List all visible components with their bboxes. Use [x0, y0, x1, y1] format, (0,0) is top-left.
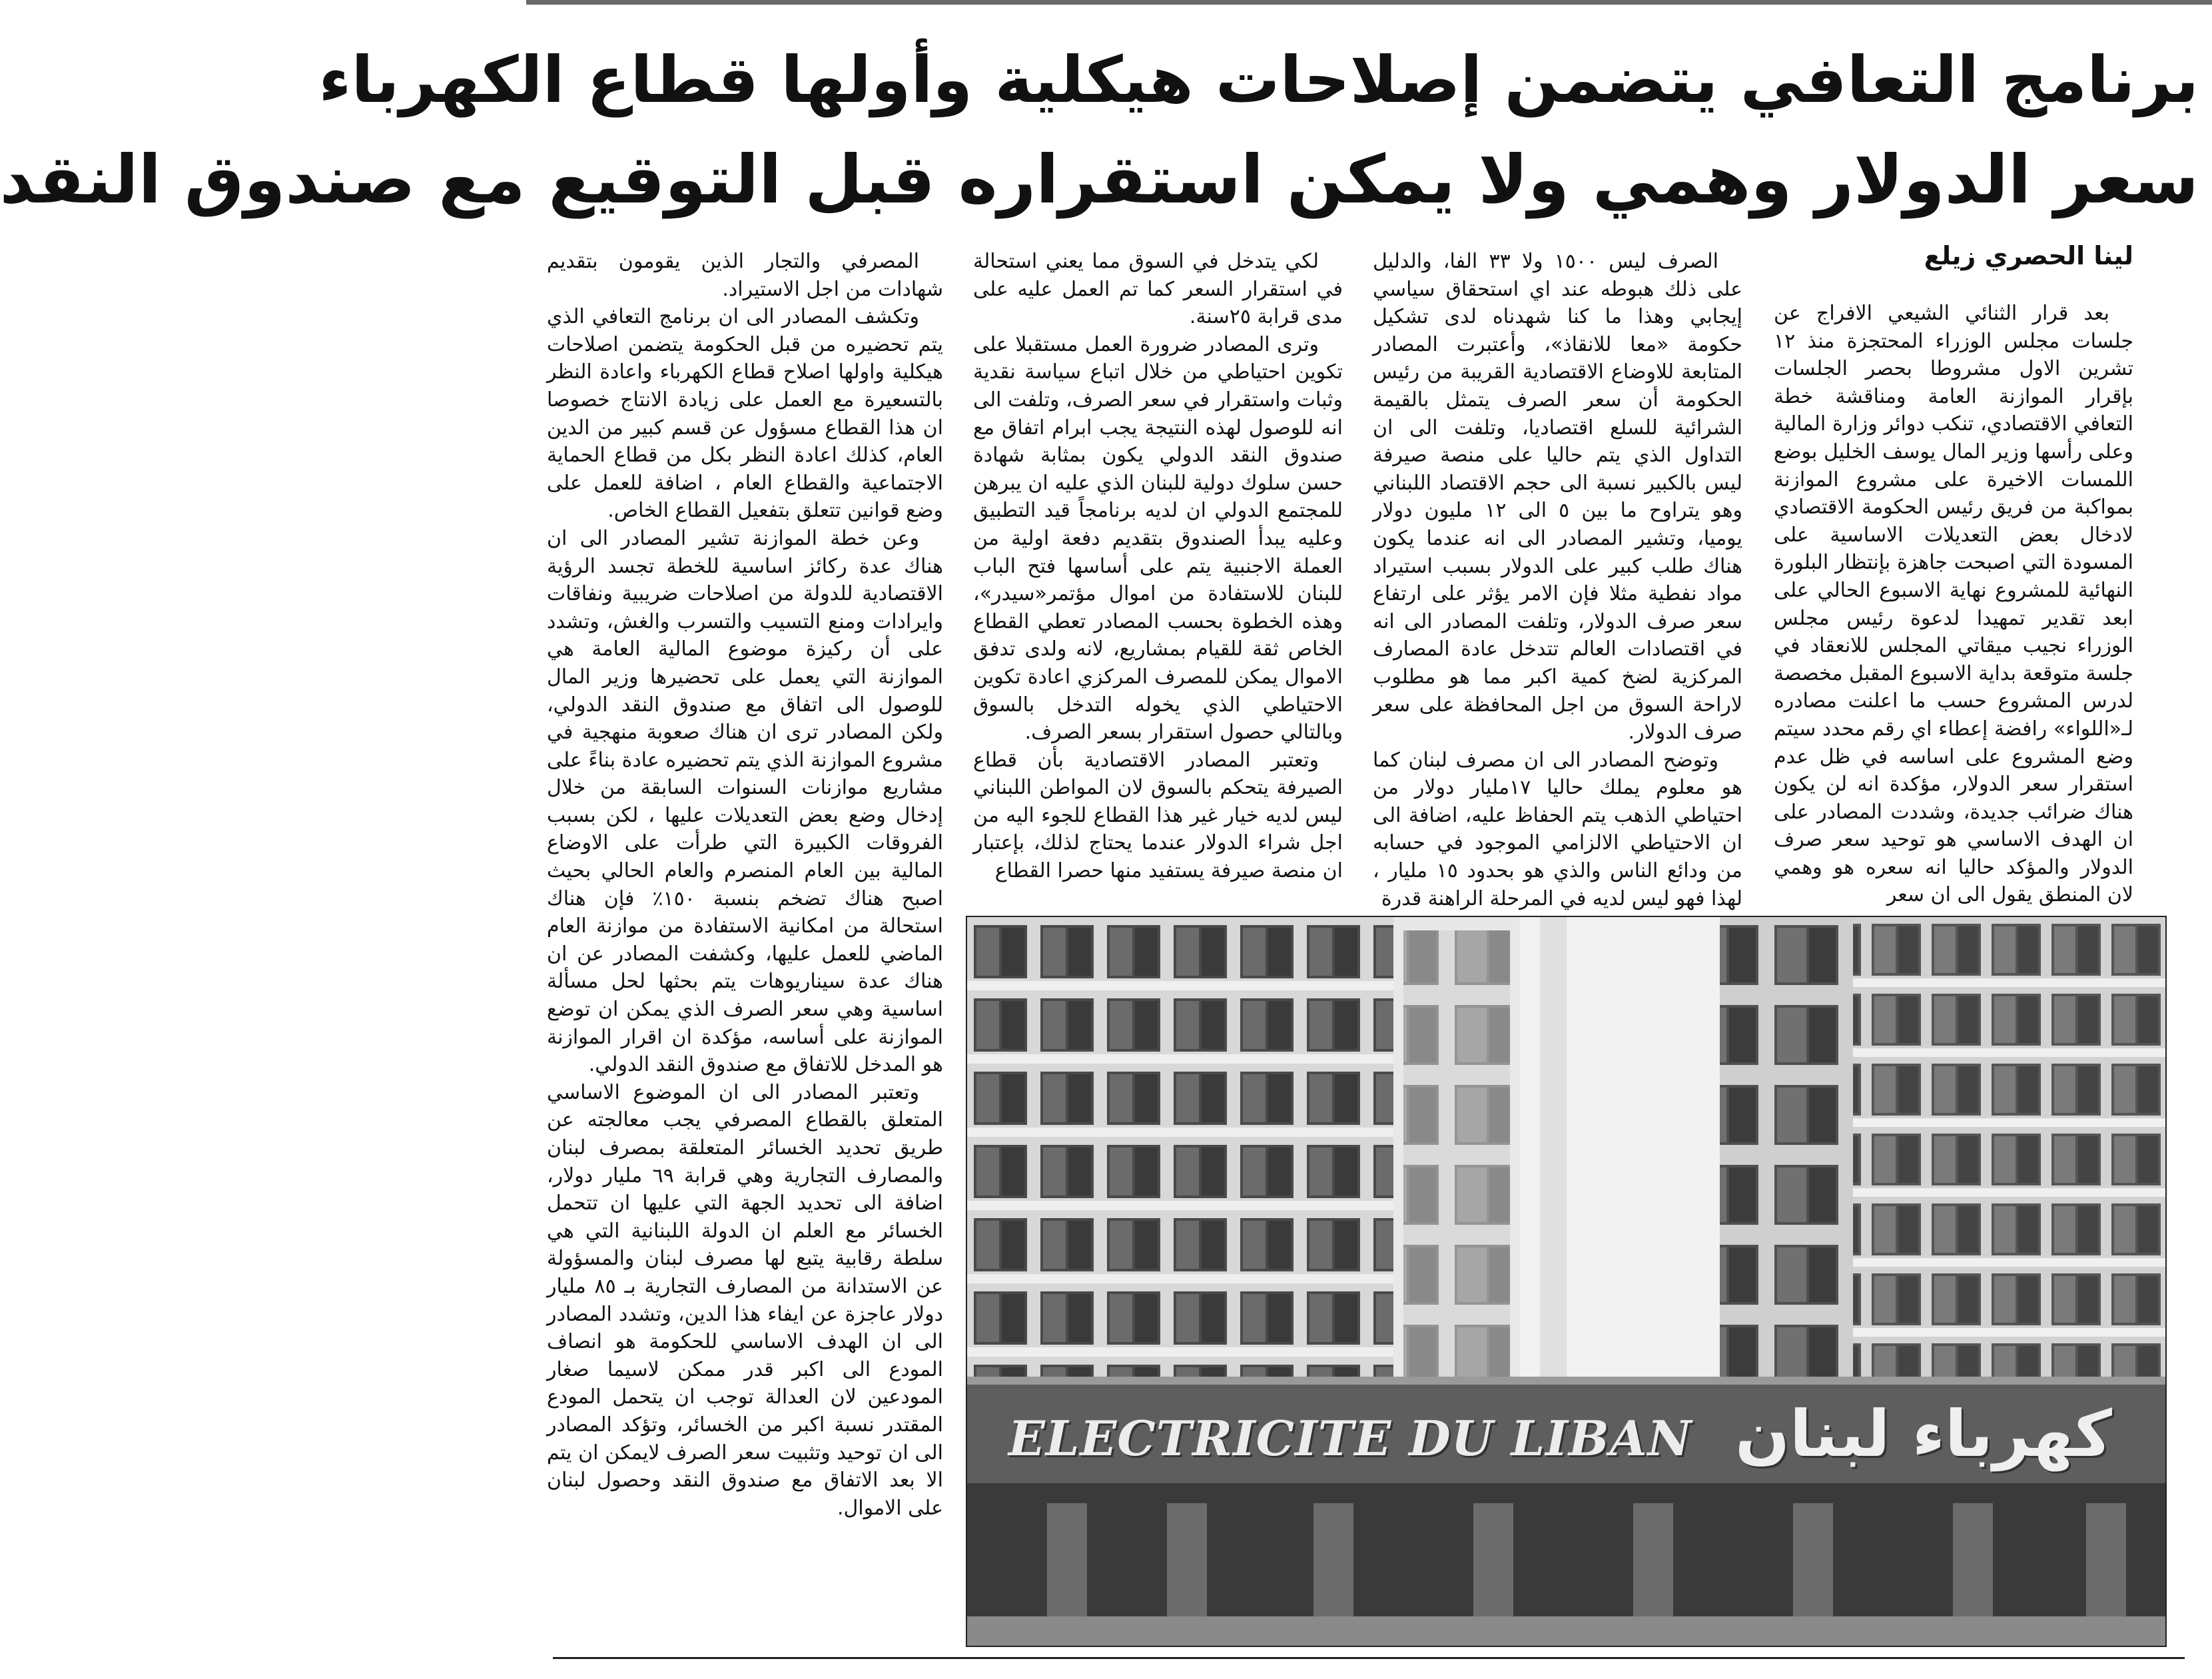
building-photo: [966, 916, 2167, 1647]
headline-line-2: سعر الدولار وهمي ولا يمكن استقراره قبل التوقيع مع صندوق النقد: [0, 141, 2199, 218]
paragraph: بعد قرار الثنائي الشيعي الافراج عن جلسات مجلس الوزراء المحتجزة منذ ١٢ تشرين الاول مشروطا بحصر الجلسات بإقرار الموازنة العامة ومناقشة خطة التعافي الاقتصادي، تنكب دوائر وزارة المالية وعلى رأسها وزير المال يوسف الخليل بوضع اللمسات الاخيرة على مشروع الموازنة بمواكبة من فريق رئيس الحكومة الاقتصادي لادخال بعض التعديلات الاساسية على المسودة التي اصبحت جاهزة بإنتظار البلورة النهائية للمشروع نهاية الاسبوع الحالي على ابعد تقدير تمهيدا لدعوة رئيس مجلس الوزراء نجيب ميقاتي المجلس للانعقاد في جلسة متوقعة بداية الاسبوع المقبل مخصصة لدرس المشروع حسب ما اعلنت مصادره لـ«اللواء» رافضة إعطاء اي رقم محدد سيتم وضع المشروع على اساسه في ظل عدم استقرار سعر الدولار، مؤكدة انه لن يكون هناك ضرائب جديدة، وشددت المصادر على ان الهدف الاساسي هو توحيد سعر صرف الدولار والمؤكد حاليا انه سعره هو وهمي لان المنطق يقول الى ان سعر: [1774, 302, 2133, 907]
paragraph: وتكشف المصادر الى ان برنامج التعافي الذي يتم تحضيره من قبل الحكومة يتضمن اصلاحات هيكلية واولها اصلاح قطاع الكهرباء واعادة النظر بالتسعيرة مع العمل على زيادة الانتاج خصوصا ان هذا القطاع مسؤول عن قسم كبير من الدين العام، كذلك اعادة النظر بكل من قطاع الحماية الاجتماعية والقطاع العام ، اضافة للعمل على وضع قوانين تتعلق بتفعيل القطاع الخاص.: [547, 305, 943, 523]
article-column-3: [973, 248, 1343, 907]
bottom-rule: [553, 1657, 2185, 1659]
author-byline: لينا الحصري زيلع: [1924, 241, 2133, 270]
headline-line-1: برنامج التعافي يتضمن إصلاحات هيكلية وأولها قطاع الكهرباء: [318, 43, 2199, 117]
paragraph: وترى المصادر ضرورة العمل مستقبلا على تكوين احتياطي من خلال اتباع سياسة نقدية وثبات واستقرار في سعر الصرف، وتلفت الى انه للوصول لهذه النتيجة يجب ابرام اتفاق مع صندوق النقد الدولي يكون بمثابة شهادة حسن سلوك دولية للبنان الذي عليه ان يبرهن للمجتمع الدولي ان لديه برنامجاً قيد التطبيق وعليه يبدأ الصندوق بتقديم دفعة اولية من العملة الاجنبية يتم على أساسها فتح الباب للبنان للاستفادة من اموال مؤتمر«سيدر»، وهذه الخطوة بحسب المصادر تعطي القطاع الخاص ثقة للقيام بمشاريع، لانه ولدى تدفق الاموال يمكن للمصرف المركزي اعادة تكوين الاحتياطي الذي يخوله التدخل بالسوق وبالتالي حصول استقرار بسعر الصرف.: [973, 332, 1343, 745]
paragraph: الصرف ليس ١٥٠٠ ولا ٣٣ الفا، والدليل على ذلك هبوطه عند اي استحقاق سياسي إيجابي وهذا ما كنا شهدناه لدى تشكيل حكومة «معا للانقاذ»، وأعتبرت المصادر المتابعة للاوضاع الاقتصادية القريبة من رئيس الحكومة أن سعر الصرف يتمثل بالقيمة الشرائية للسلع اقتصاديا، وتلفت الى ان التداول الذي يتم حاليا على منصة صيرفة ليس بالكبير نسبة الى حجم الاقتصاد اللبناني وهو يتراوح ما بين ٥ الى ١٢ مليون دولار يوميا، وتشير المصادر الى انه عندما يكون هناك طلب كبير على الدولار بسبب استيراد مواد نفطية مثلا فإن الامر يؤثر على ارتفاع سعر صرف الدولار، وتلفت المصادر الى انه في اقتصادات العالم تتدخل عادة المصارف المركزية لضخ كمية اكبر مما هو مطلوب لاراحة السوق من اجل المحافظة على سعر صرف الدولار.: [1373, 250, 1743, 745]
sign-latin-text: ELECTRICITE DU LIBAN: [1008, 1410, 1692, 1467]
top-rule: [526, 0, 2212, 5]
article-column-4: [547, 248, 943, 1643]
sign-arabic-text: كهرباء لبنان: [1735, 1397, 2112, 1471]
paragraph: وعن خطة الموازنة تشير المصادر الى ان هناك عدة ركائز اساسية للخطة تجسد الرؤية الاقتصادية للدولة من اصلاحات ضريبية ونفاقات وايرادات ومنع التسيب والتسرب والغش، وتشدد على أن ركيزة موضوع المالية العامة هي الموازنة التي يعمل على تحضيرها وزير المال للوصول الى اتفاق مع صندوق النقد الدولي، ولكن المصادر ترى ان هناك صعوبة منهجية في مشروع الموازنة الذي يتم تحضيره عادة بناءً على مشاريع موازنات السنوات السابقة من خلال إدخال وضع بعض التعديلات عليها ، لكن بسبب الفروقات الكبيرة التي طرأت على الاوضاع المالية بين العام المنصرم والعام الحالي بحيث اصبح هناك تضخم بنسبة ١٥٠٪ فإن هناك استحالة من امكانية الاستفادة من موازنة العام الماضي للعمل عليها، وكشفت المصادر عن ان هناك عدة سيناريوهات يتم بحثها لحل مسألة اساسية وهي سعر الصرف الذي يمكن ان توضع الموازنة على أساسه، مؤكدة ان اقرار الموازنة هو المدخل للاتفاق مع صندوق النقد الدولي.: [547, 526, 943, 1077]
paragraph: لكي يتدخل في السوق مما يعني استحالة في استقرار السعر كما تم العمل عليه على مدى قرابة ٢٥سنة.: [973, 250, 1343, 329]
photo-illustration: [967, 917, 2165, 1646]
paragraph: وتعتبر المصادر الى ان الموضوع الاساسي المتعلق بالقطاع المصرفي يجب معالجته عن طريق تحديد الخسائر المتعلقة بمصرف لبنان والمصارف التجارية وهي قرابة ٦٩ مليار دولار، اضافة الى تحديد الجهة التي عليها ان تتحمل الخسائر مع العلم ان الدولة اللبنانية التي هي سلطة رقابية يتبع لها مصرف لبنان والمسؤولة عن الاستدانة من المصارف التجارية بـ ٨٥ مليار دولار عاجزة عن ايفاء هذا الدين، وتشدد المصادر الى ان الهدف الاساسي للحكومة هو انصاف المودع الى اكبر قدر ممكن لاسيما صغار المودعين لان العدالة توجب ان يتحمل المودع المقتدر نسبة اكبر من الخسائر، وتؤكد المصادر الى ان توحيد وتثبيت سعر الصرف لايمكن ان يتم الا بعد الاتفاق مع صندوق النقد وحصول لبنان على الاموال.: [547, 1080, 944, 1520]
paragraph: وتوضح المصادر الى ان مصرف لبنان كما هو معلوم يملك حاليا ١٧مليار دولار من احتياطي الذهب يتم الحفاظ عليه، اضافة الى ان الاحتياطي الالزامي الموجود في حسابه من ودائع الناس والذي هو بحدود ١٥ مليار ، لهذا فهو ليس لديه في المرحلة الراهنة قدرة: [1373, 748, 1743, 910]
paragraph: المصرفي والتجار الذين يقومون بتقديم شهادات من اجل الاستيراد.: [547, 250, 943, 301]
article-column-2: [1373, 248, 1743, 910]
article-column-1: [1774, 300, 2133, 906]
paragraph: وتعتبر المصادر الاقتصادية بأن قطاع الصيرفة يتحكم بالسوق لان المواطن اللبناني ليس لديه خيار غير هذا القطاع للجوء اليه من اجل شراء الدولار عندما يحتاج لذلك، بإعتبار ان منصة صيرفة يستفيد منها حصرا القطاع: [973, 748, 1343, 883]
